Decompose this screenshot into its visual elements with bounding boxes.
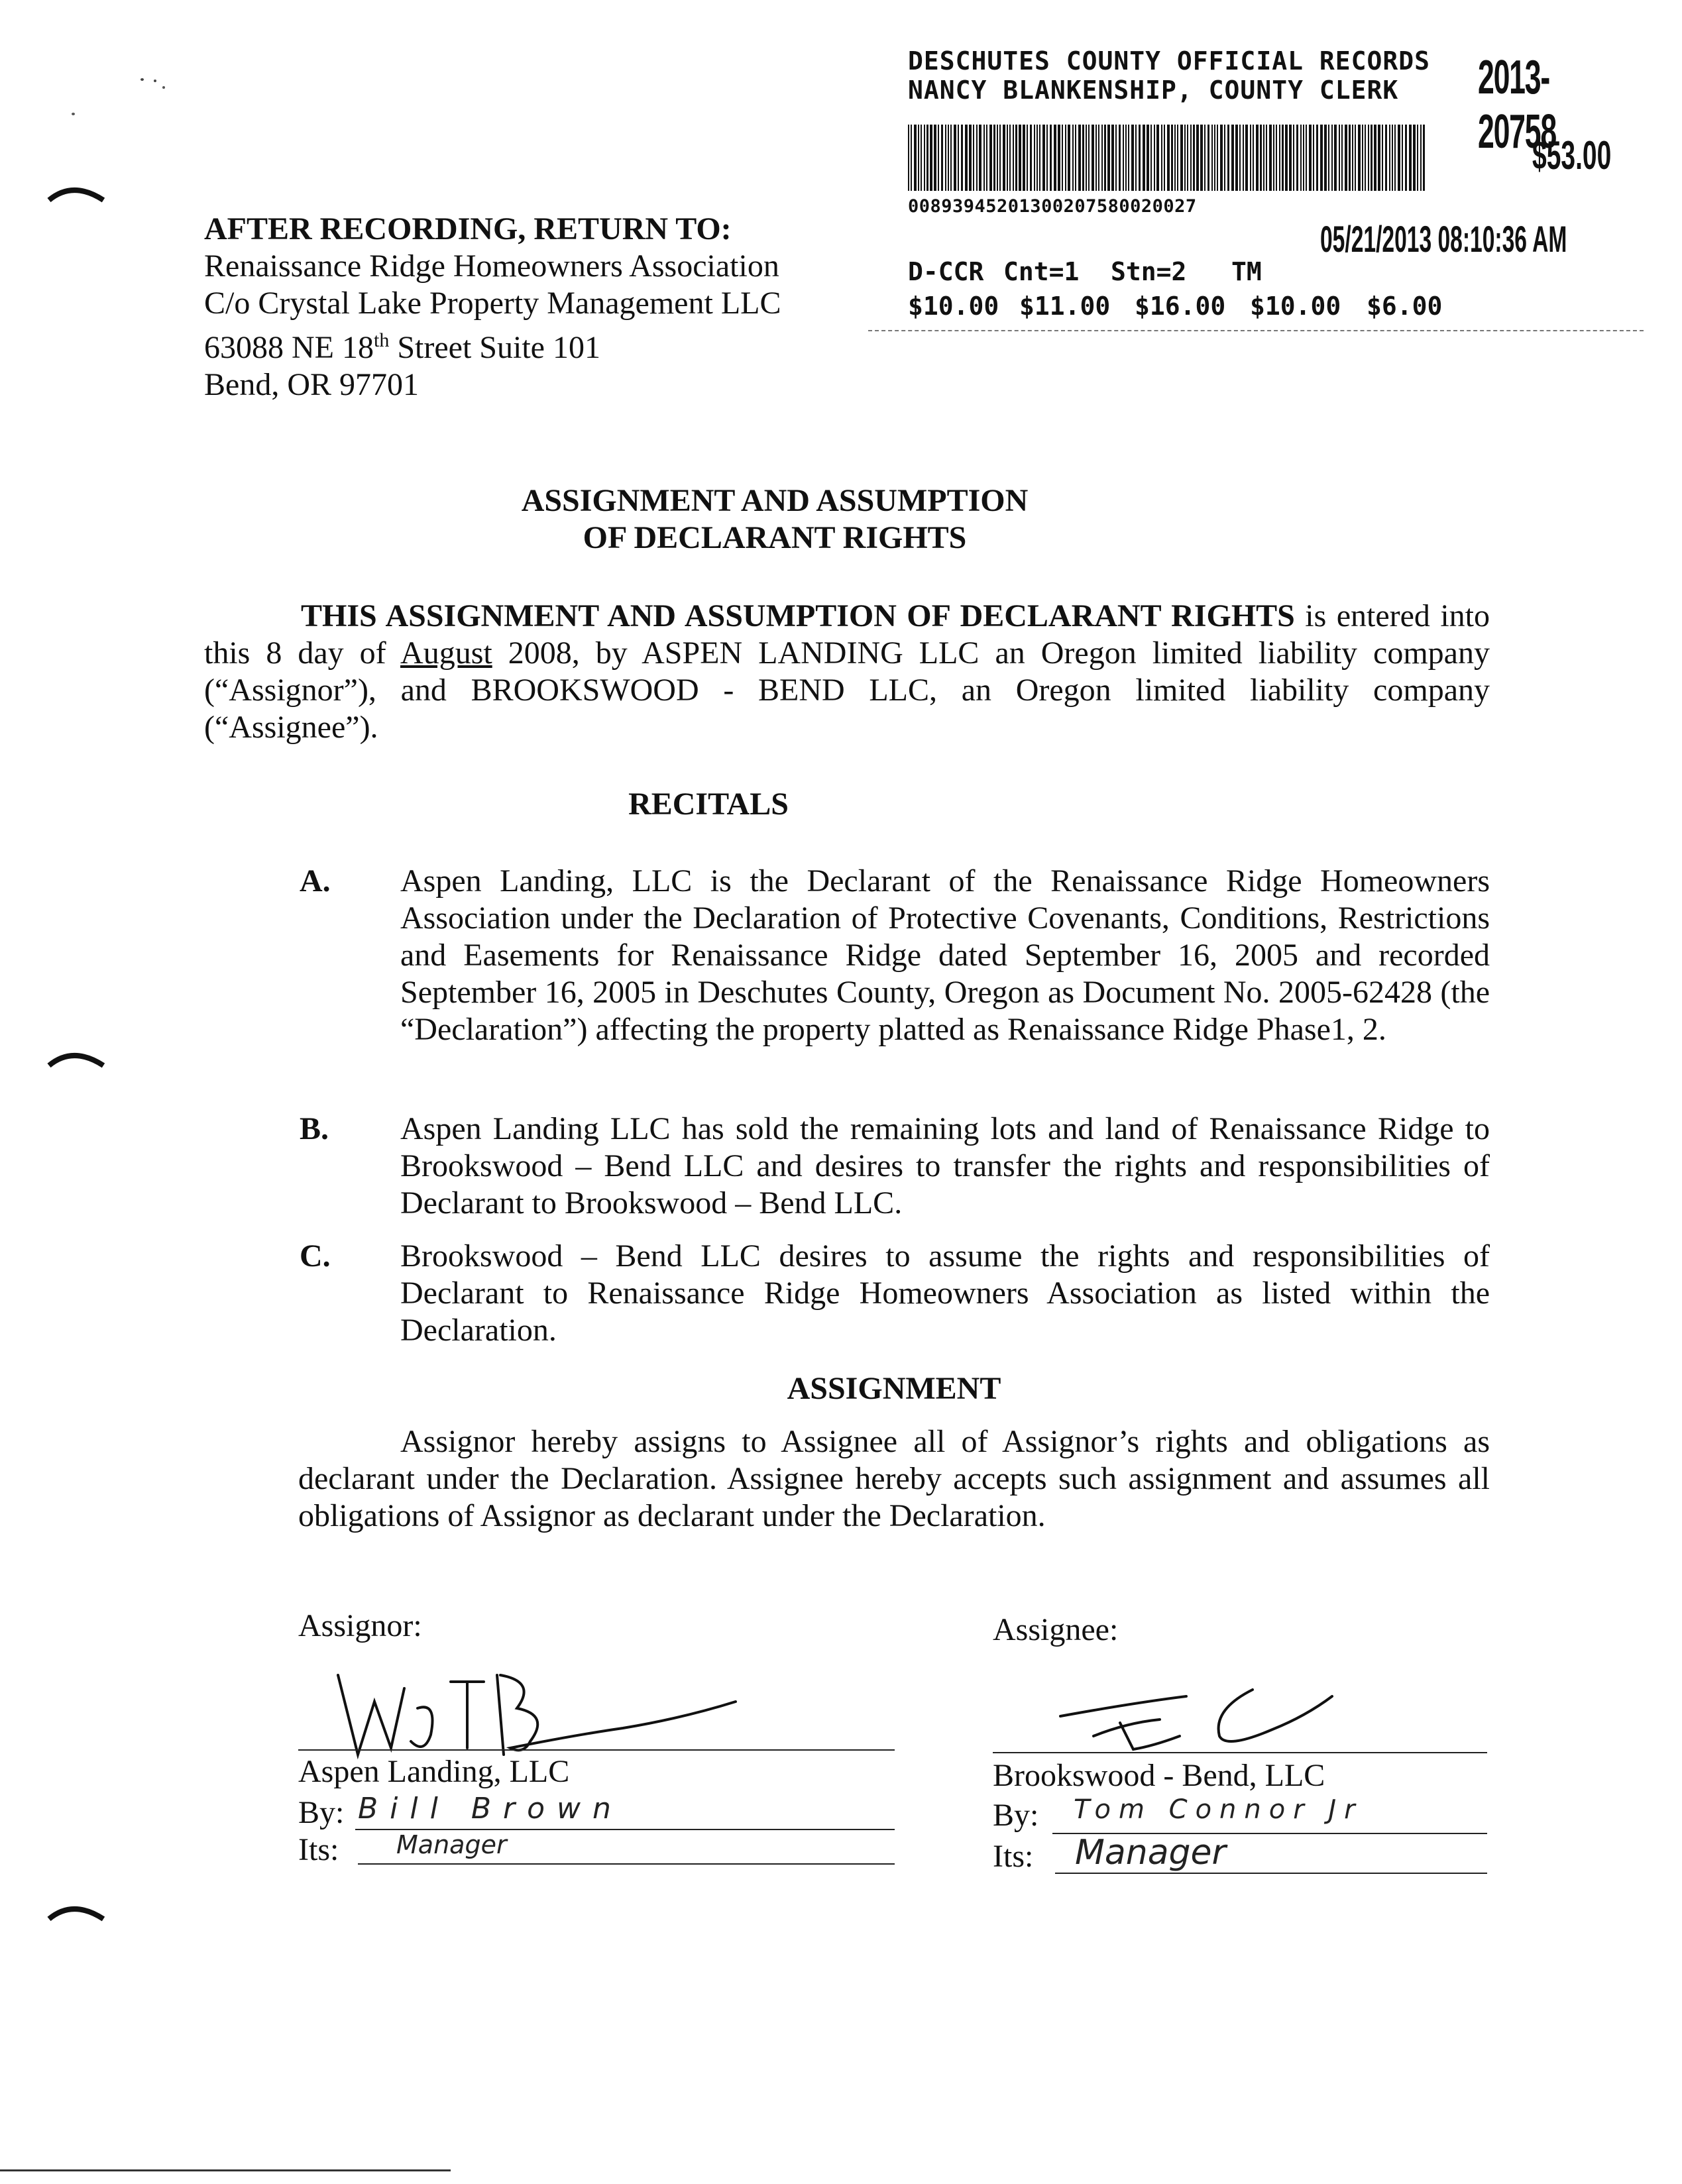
stamp-fee: $10.00 [908,292,999,321]
return-to-line: Bend, OR 97701 [204,367,419,402]
barcode-bar [1368,125,1369,191]
assignee-its-line [1055,1873,1487,1874]
barcode-bar [1054,125,1056,191]
barcode-bar [983,125,985,191]
barcode-bar [1180,125,1183,191]
stamp-fee: $10.00 [1250,292,1341,321]
assignee-its-value: Manager [1075,1833,1226,1873]
barcode-bar [1313,125,1314,191]
barcode-bar [1371,125,1373,191]
barcode-bar [1392,125,1393,191]
hole-punch-mark [46,1894,106,1934]
barcode-bar [1243,125,1244,191]
barcode-bar [976,125,978,191]
barcode-bar [979,125,981,191]
barcode-bar [918,125,919,191]
barcode-bar [1279,125,1280,191]
barcode-bar [1184,125,1186,191]
title-line: ASSIGNMENT AND ASSUMPTION [521,483,1029,518]
barcode-bar [1355,125,1356,191]
assignor-signature-line [298,1749,895,1751]
barcode-bar [1423,125,1425,191]
barcode-bar [1171,125,1173,191]
barcode-bar [1269,125,1272,191]
barcode-bar [1273,125,1274,191]
barcode-bar [1104,125,1106,191]
barcode-bar [1358,125,1361,191]
barcode-bar [1135,125,1137,191]
stamp-code: Cnt=1 [1003,257,1080,286]
barcode-bar [1328,125,1329,191]
assignee-label: Assignee: [993,1612,1119,1647]
barcode-bar [1309,125,1312,191]
barcode-bar [1015,125,1017,191]
scan-speck [162,86,165,89]
barcode-bar [1253,125,1254,191]
barcode-bar [1200,125,1203,191]
barcode-bar [1050,125,1052,191]
barcode-bar [1092,125,1094,191]
assignor-its-value: Manager [396,1830,507,1859]
stamp-code: TM [1231,257,1262,286]
barcode-bar [908,125,909,191]
barcode-bar [1065,125,1066,191]
barcode-bar [950,125,952,191]
scan-edge-line [0,2169,451,2171]
barcode-bar [1276,125,1277,191]
recital-letter: A. [300,863,331,899]
barcode-bar [1282,125,1284,191]
barcode-bar [1220,125,1223,191]
barcode-bar [1398,125,1400,191]
return-to-line: Renaissance Ridge Homeowners Association [204,248,779,284]
barcode-bar [1082,125,1084,191]
assignor-label: Assignor: [298,1608,422,1643]
barcode-bar [973,125,974,191]
barcode-bar [1389,125,1390,191]
barcode-bar [1324,125,1327,191]
barcode-bar [1072,125,1074,191]
barcode-bar [1147,125,1149,191]
barcode-bar [1402,125,1403,191]
barcode-bar [1098,125,1099,191]
total-fee: $53.00 [1532,133,1612,178]
barcode-bar [914,125,917,191]
barcode-bar [1245,125,1248,191]
barcode-bar [948,125,949,191]
barcode-bar [1039,125,1040,191]
barcode-bar [1211,125,1213,191]
barcode-bar [926,125,928,191]
barcode-bar [1086,125,1087,191]
barcode-bar [1030,125,1032,191]
stamp-office: DESCHUTES COUNTY OFFICIAL RECORDS [908,46,1430,76]
barcode-bar [1068,125,1070,191]
barcode-bar [993,125,995,191]
barcode-bar [1139,125,1141,191]
barcode-bar [1409,125,1412,191]
barcode-bar [1293,125,1294,191]
barcode-bar [986,125,987,191]
document-title [0,482,1682,557]
assignor-its-line [358,1863,895,1865]
document-number: 2013-20758 [1478,51,1556,158]
barcode-bar [1111,125,1114,191]
assignee-entity: Brookswood - Bend, LLC [993,1758,1325,1793]
barcode-bar [965,125,968,191]
barcode-bar [1339,125,1340,191]
barcode-bar [1128,125,1129,191]
barcode-bar [1088,125,1090,191]
barcode-bar [1331,125,1333,191]
stamp-fee: $11.00 [1019,292,1111,321]
barcode-bar [1235,125,1238,191]
barcode-bar [1231,125,1234,191]
barcode [908,125,1428,191]
barcode-bar [1009,125,1011,191]
assignee-its-label: Its: [993,1839,1034,1874]
barcode-bar [1385,125,1387,191]
barcode-bar [1167,125,1170,191]
assignee-by-value: Tom Connor Jr [1074,1794,1363,1825]
barcode-bar [1334,125,1337,191]
barcode-bar [1420,125,1422,191]
barcode-bar [1300,125,1302,191]
intro-month: August [400,635,492,671]
stamp-clerk: NANCY BLANKENSHIP, COUNTY CLERK [908,76,1399,105]
barcode-bar [1365,125,1366,191]
intro-bold-lead: THIS ASSIGNMENT AND ASSUMPTION OF DECLARANT RIGHTS [301,598,1295,633]
stamp-fee: $16.00 [1135,292,1226,321]
barcode-bar [1289,125,1292,191]
barcode-bar [1042,125,1045,191]
stamp-fee: $6.00 [1367,292,1443,321]
recitals-heading: RECITALS [628,787,789,822]
barcode-bar [1023,125,1025,191]
barcode-bar [961,125,963,191]
scan-speck [72,113,75,115]
barcode-bar [1107,125,1110,191]
barcode-bar [1345,125,1347,191]
barcode-bar [1417,125,1418,191]
barcode-bar [1260,125,1262,191]
assignment-paragraph: Assignor hereby assigns to Assignee all of Assignor’s rights and obligations as declarant under the Declaration. Assignee hereby accepts such assignment and assumes all obligations of Assignor as declarant under the Declaration. [298,1424,1490,1533]
assignee-signature-line [993,1752,1487,1753]
barcode-bar [1378,125,1380,191]
barcode-bar [1131,125,1134,191]
return-to-line: C/o Crystal Lake Property Management LLC [204,286,781,321]
barcode-bar [1174,125,1176,191]
recital-letter: B. [300,1111,329,1146]
barcode-bar [1296,125,1298,191]
barcode-bar [1394,125,1396,191]
barcode-bar [911,125,912,191]
barcode-bar [1250,125,1251,191]
assignor-entity: Aspen Landing, LLC [298,1754,570,1789]
barcode-bar [1062,125,1063,191]
barcode-bar [1341,125,1343,191]
barcode-bar [1193,125,1195,191]
barcode-bar [969,125,972,191]
recital-letter: C. [300,1238,331,1274]
barcode-bar [954,125,956,191]
stamp-code: D-CCR [908,257,984,286]
recording-stamp [908,46,1650,338]
intro-paragraph: THIS ASSIGNMENT AND ASSUMPTION OF DECLARANT RIGHTS is entered into this 8 day of August 2008, by ASPEN LANDING LLC an Oregon limited liability company (“Assignor”), and BROOKSWOOD - BEND LLC, an Oregon limited liability company (“Assignee”). [204,598,1490,745]
barcode-bar [1413,125,1416,191]
barcode-bar [945,125,946,191]
barcode-bar [1320,125,1323,191]
stamp-underline [868,330,1644,331]
stamp-code: Stn=2 [1111,257,1187,286]
barcode-bar [921,125,922,191]
scan-speck [154,80,156,82]
barcode-bar [1177,125,1178,191]
barcode-bar [1266,125,1267,191]
barcode-bar [1190,125,1192,191]
barcode-bar [941,125,943,191]
barcode-bar [1382,125,1383,191]
barcode-bar [1196,125,1199,191]
barcode-bar [958,125,959,191]
barcode-bar [1037,125,1038,191]
barcode-bar [1095,125,1097,191]
barcode-bar [1154,125,1155,191]
return-to-line: 63088 NE 18th Street Suite 101 [204,329,600,365]
barcode-bar [997,125,998,191]
barcode-bar [1227,125,1229,191]
recorded-datetime: 05/21/2013 08:10:36 AM [1320,218,1567,260]
barcode-bar [1007,125,1008,191]
barcode-bar [1115,125,1117,191]
assignee-by-label: By: [993,1798,1039,1833]
barcode-bar [1405,125,1407,191]
barcode-bar [989,125,992,191]
barcode-bar [1217,125,1218,191]
barcode-bar [1046,125,1048,191]
assignment-heading: ASSIGNMENT [787,1371,1001,1406]
barcode-bar [1362,125,1363,191]
barcode-bar [1256,125,1259,191]
barcode-bar [1119,125,1121,191]
barcode-bar [1285,125,1288,191]
assignor-by-value: Bill Brown [358,1792,623,1826]
barcode-bar [1214,125,1215,191]
barcode-bar [1019,125,1021,191]
recital-c-text: Brookswood – Bend LLC desires to assume the rights and responsibilities of Declarant to Renaissance Ridge Homeowners Association as listed within the Declaration. [400,1238,1490,1348]
barcode-bar [1161,125,1162,191]
barcode-bar [1058,125,1060,191]
barcode-bar [938,125,939,191]
assignor-its-label: Its: [298,1832,339,1867]
barcode-bar [934,125,936,191]
barcode-bar [1034,125,1035,191]
barcode-bar [1143,125,1145,191]
return-to-block [204,211,880,404]
barcode-bar [1164,125,1165,191]
barcode-bar [1263,125,1264,191]
barcode-bar [1224,125,1225,191]
title-line: OF DECLARANT RIGHTS [583,520,967,555]
barcode-bar [1204,125,1205,191]
barcode-bar [1027,125,1028,191]
barcode-bar [1207,125,1209,191]
barcode-bar [1075,125,1076,191]
barcode-bar [999,125,1001,191]
recital-b-text: Aspen Landing LLC has sold the remaining lots and land of Renaissance Ridge to Brookswood – Bend LLC and desires to transfer the rights and responsibilities of Declarant to Brookswood – Bend LLC. [400,1111,1490,1221]
barcode-bar [1156,125,1159,191]
barcode-bar [1187,125,1188,191]
return-to-heading: AFTER RECORDING, RETURN TO: [204,211,732,246]
barcode-bar [1374,125,1376,191]
barcode-bar [1003,125,1005,191]
barcode-bar [930,125,932,191]
barcode-bar [1123,125,1124,191]
hole-punch-mark [46,1040,106,1080]
barcode-bar [1078,125,1081,191]
barcode-bar [1150,125,1152,191]
barcode-bar [1316,125,1318,191]
barcode-bar [924,125,925,191]
barcode-number: 00893945201300207580020027 [908,196,1197,217]
barcode-bar [1239,125,1241,191]
assignor-by-label: By: [298,1795,345,1830]
barcode-bar [1013,125,1014,191]
barcode-bar [1125,125,1127,191]
barcode-bar [1349,125,1351,191]
recital-a-text: Aspen Landing, LLC is the Declarant of the Renaissance Ridge Homeowners Association under the Declaration of Protective Covenants, Conditions, Restrictions and Easements for Renaissance Ridge dated September 16, 2005 and recorded September 16, 2005 in Deschutes County, Oregon as Document No. 2005-62428 (the “Declaration”) affecting the property platted as Renaissance Ridge Phase1, 2. [400,863,1490,1047]
barcode-bar [1352,125,1353,191]
barcode-bar [1303,125,1304,191]
assignee-signature [1054,1683,1359,1766]
hole-punch-mark [46,175,106,215]
scan-speck [140,78,144,81]
barcode-bar [1306,125,1307,191]
barcode-bar [1101,125,1103,191]
